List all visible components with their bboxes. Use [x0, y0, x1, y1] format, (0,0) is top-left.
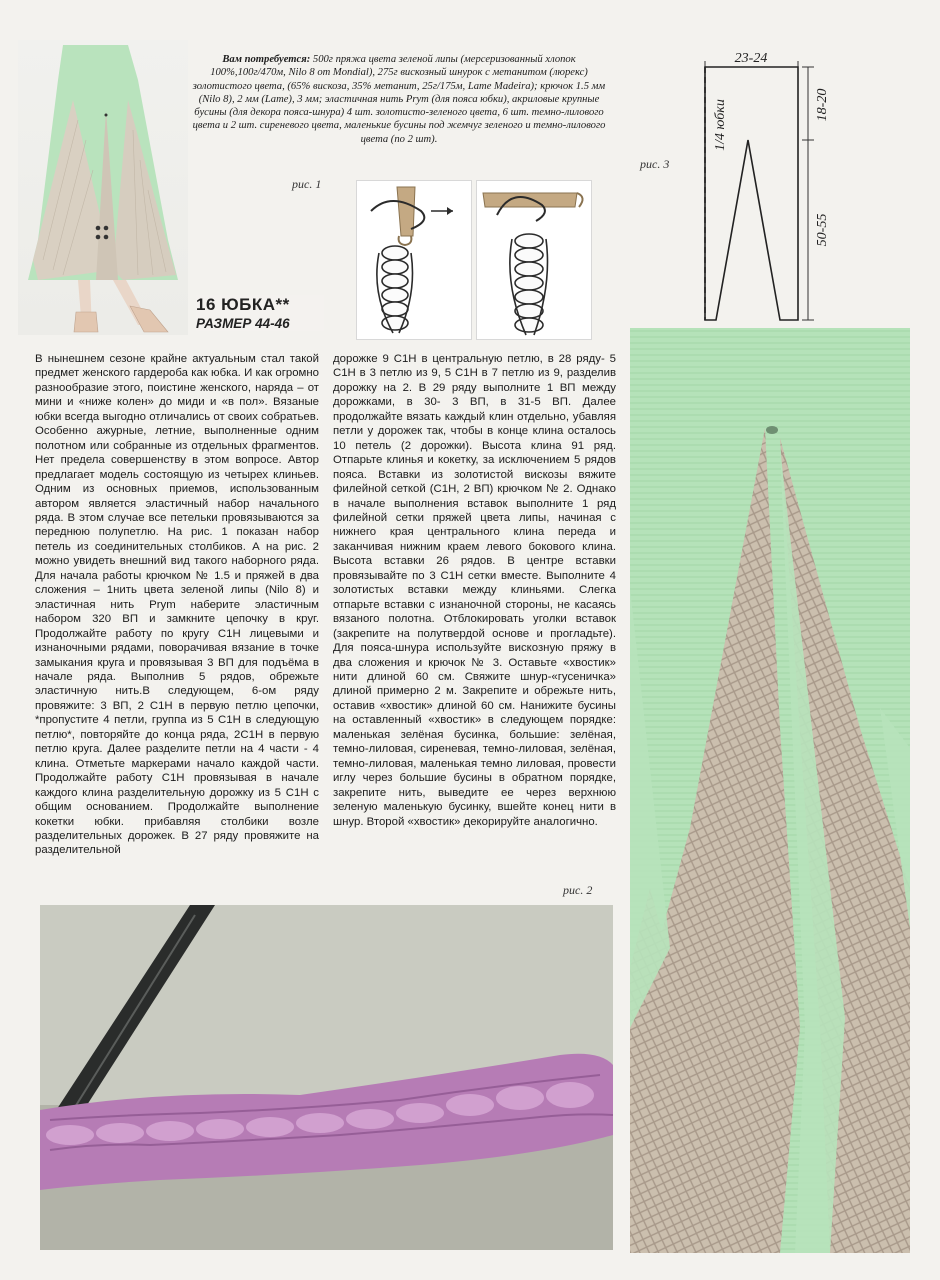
size-label: РАЗМЕР 44-46 — [196, 316, 290, 331]
fig2-label: рис. 2 — [563, 883, 593, 897]
schematic-lower-height: 50-55 — [815, 213, 830, 247]
schematic-top-width: 23-24 — [734, 51, 768, 66]
materials-list — [188, 53, 610, 146]
crochet-diagram-1 — [356, 180, 472, 340]
body-column-1 — [35, 352, 319, 858]
article-title-block — [196, 295, 324, 331]
body-text-col2: дорожке 9 С1Н в центральную петлю, в 28 ряду- 5 С1Н в 3 петлю из 9, 5 С1Н в 7 петлю из 9, разделив дорожку на 2. В 29 ряду выполните 1 ВП между дорожками, в 30- 3 ВП, в 31-5 ВП. Далее продолжайте вязать каждый клин отдельно, убавляя петли у дорожек так, чтобы в конце клина осталось 10 петель (2 дорожки). Высота клина 91 ряд. Отпарьте клинья и кокетку, за исключением 5 рядов пояса. Вставки из золотистой вискозы вяжите филейной сеткой (С1Н, 2 ВП) крючком № 2. Однако в начале выполнения вставок выполните 1 ряд филейной сетки пряжей цвета липы, начиная с нижнего края центрального клина переда и заканчивая нижним краем левого бокового клина. Высота вставки 26 рядов. В центре вставки провязывайте по 3 С1Н сетки вместе. Выполните 4 золотистых вставки между клиньями. Слегка отпарьте вставки с изнаночной стороны, не касаясь вязаного полотна. Отблокировать уголки вставок (закрепите на полутвердой основе и прогладьте). Для пояса-шнура используйте вискозную пряжу в два сложения и крючок № 3. Оставьте «хвостик» нити длиной 60 см. Свяжите шнур-«гусеничка» длиной примерно 2 м. Закрепите и обрежьте нить, оставив «хвостик» длиной 60 см. Нанижите бусины на оставленный «хвостик» в следующем порядке: маленькая зелёная бусинка, большие: зелёная, темно-лиловая, сиреневая, темно-лиловая, зелёная, темно-лиловая, маленькая темно лиловая, провести иглу через большие бусины в обратном порядке, закрепите нить, выведите ее через верхнюю зеленую маленькую бусинку, вшейте конец нити в шнур. Второй «хвостик» декорируйте аналогично. — [333, 353, 616, 828]
body-text-col1: В нынешнем сезоне крайне актуальным стал такой предмет женского гардероба как юбка. И как огромно разнообразие этого, поистине женского, наряда – от мини и «ниже колен» до миди и «в пол». Вязаные юбки всегда выгодно отличались от своих собратьев. Особенно ажурные, летние, выполненные одним полотном или собранные из отдельных фрагментов. Нет предела совершенству в этом вопросе. Автор предлагает модель состоящую из четырех клиньев. Одним из основных приемов, использованным автором является эластичный набор начального ряда. В этом случае все петельки провязываются за переднюю полупетлю. На рис. 1 показан набор петель из соединительных столбиков. А на рис. 2 можно увидеть внешний вид такого наборного ряда. Для начала работы крючком № 1.5 и пряжей в два сложения – 1нить цвета зеленой липы (Nilo 8) и эластичная нить Prym наберите эластичным набором 320 ВП и замкните цепочку в круг. Продолжайте работу по кругу С1Н лицевыми и изнаночными рядами, поворачивая вязание в точке замыкания круга и провязывая 3 ВП для подъёма в начале ряда. Выполнив 5 рядов, обрежьте эластичную нить.В следующем, 6-ом ряду провяжите: 3 ВП, 2 С1Н в первую петлю цепочки, *пропустите 4 петли, группа из 5 С1Н в следующую петлю*, повторяйте до конца ряда, 2С1Н в первую петлю круга. Далее разделите петли на 4 части - 4 клина. Отметьте маркерами начало каждой части. Продолжайте работу С1Н провязывая в начале каждого клина разделительную дорожку из 5 С1Н с общим основанием. Продолжайте выполнение кокетки юбки. прибавляя столбики возле разделительных дорожек. В 27 ряду провяжите на разделительной — [35, 353, 319, 857]
materials-label: Вам потребуется: — [222, 54, 311, 65]
fig1-label: рис. 1 — [292, 177, 322, 191]
photo-crochet-cord — [40, 905, 613, 1250]
photo-model-skirt — [18, 40, 188, 335]
fig3-label: рис. 3 — [640, 157, 670, 171]
schematic-quarter-label: 1/4 юбки — [713, 99, 728, 151]
photo-skirt-detail — [630, 328, 910, 1253]
materials-text: 500г пряжа цвета зеленой липы (мерсеризованный хлопок 100%,100г/470м, Nilo 8 от Mondial), 275г вискозный шнурок с метанитом (люрекс) золотистого цвета, (65% вискоза, 35% метанит, 25г/175м, Lame Madeira); крючок 1.5 мм (Nilo 8), 2 мм (Lame), 3 мм; эластичная нить Prym (для пояса юбки), акриловые крупные бусины (для декора пояса-шнура) 4 шт. золотисто-зеленого цвета, 6 шт. темно-лилового цвета и 2 шт. сиреневого цвета, маленькие бусины под жемчуг зеленого и темно-лилового цвета (по 2 шт). — [192, 54, 606, 145]
crochet-diagram-2 — [476, 180, 592, 340]
schematic-upper-height: 18-20 — [815, 88, 830, 122]
skirt-schematic — [690, 45, 850, 325]
body-column-2 — [333, 352, 616, 829]
article-title: 16 ЮБКА** — [196, 295, 290, 314]
